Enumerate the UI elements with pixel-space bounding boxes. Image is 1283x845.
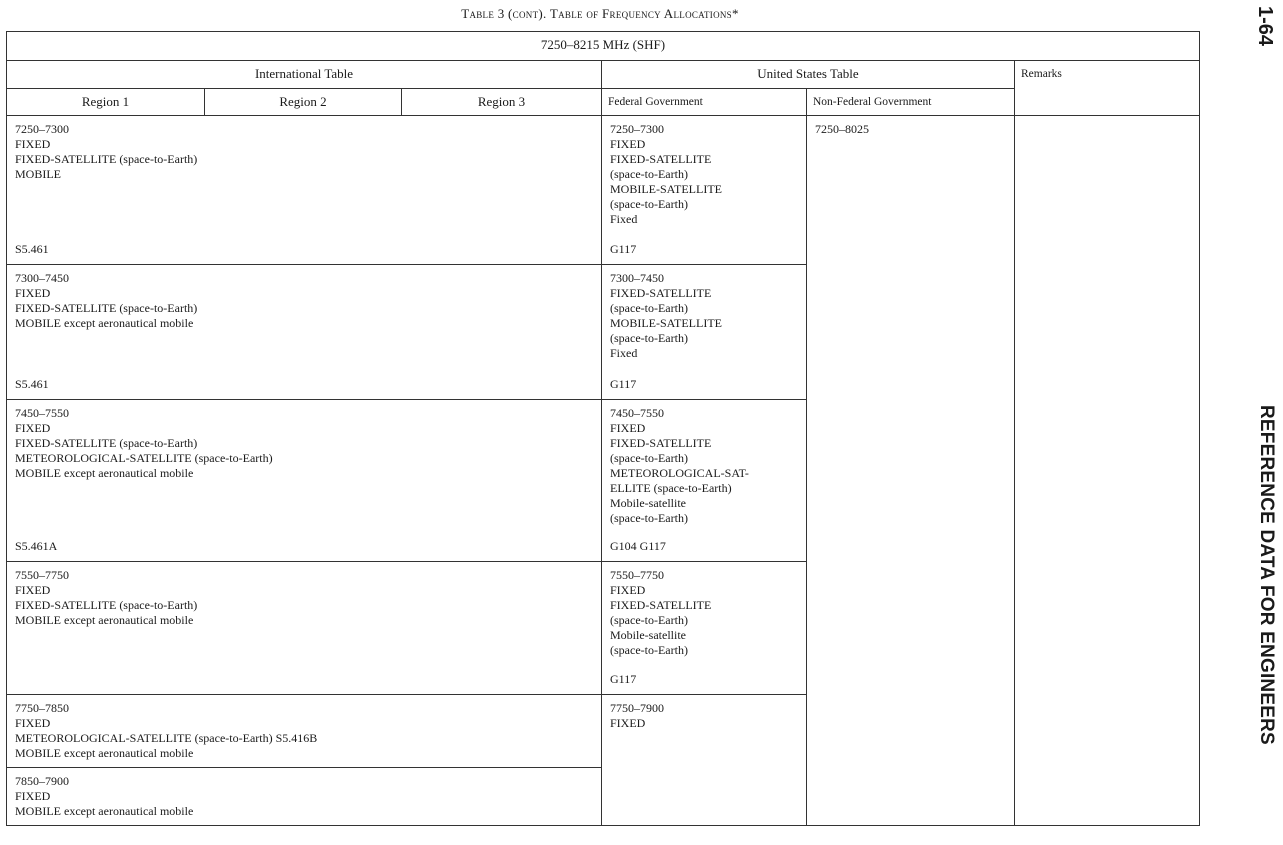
footnote: G117: [610, 377, 637, 391]
line: (space-to-Earth): [610, 451, 688, 465]
line: MOBILE except aeronautical mobile: [15, 804, 194, 818]
line: FIXED: [15, 583, 51, 597]
section-title: [1248, 405, 1278, 845]
table-caption: Table 3 (cont). Table of Frequency Allocations*: [461, 6, 739, 21]
line: FIXED: [610, 716, 646, 730]
line: FIXED: [15, 789, 51, 803]
remarks-column: [1015, 116, 1199, 825]
footnote: S5.461: [15, 377, 49, 391]
line: FIXED-SATELLITE: [610, 152, 712, 166]
line: Mobile-satellite: [610, 628, 686, 642]
line: FIXED: [610, 137, 646, 151]
line: FIXED-SATELLITE: [610, 598, 712, 612]
line: MOBILE except aeronautical mobile: [15, 613, 194, 627]
line: FIXED: [15, 286, 51, 300]
intl-row-7850-7900: [7, 768, 602, 825]
line: 7550–7750: [15, 568, 69, 582]
international-table-header: International Table: [7, 61, 602, 89]
line: (space-to-Earth): [610, 197, 688, 211]
federal-header: Federal Government: [602, 89, 807, 116]
region1-header: Region 1: [7, 89, 205, 116]
federal-row-7750-7900: [602, 695, 807, 825]
federal-row-7250-7300: [602, 116, 807, 265]
federal-row-7450-7550: [602, 400, 807, 562]
page-number-text: 1-64: [1254, 6, 1276, 47]
region3-header: Region 3: [402, 89, 602, 116]
line: METEOROLOGICAL-SATELLITE (space-to-Earth) S5.416B: [15, 731, 318, 745]
footnote: S5.461A: [15, 539, 58, 553]
line: MOBILE except aeronautical mobile: [15, 466, 194, 480]
region2-header: Region 2: [205, 89, 402, 116]
line: 7250–7300: [15, 122, 69, 136]
line: FIXED-SATELLITE: [610, 286, 712, 300]
footnote: G104 G117: [610, 539, 666, 553]
line: 7250–7300: [610, 122, 664, 136]
line: FIXED-SATELLITE (space-to-Earth): [15, 598, 198, 612]
line: MOBILE-SATELLITE: [610, 182, 722, 196]
line: (space-to-Earth): [610, 331, 688, 345]
line: 7550–7750: [610, 568, 664, 582]
footnote: G117: [610, 672, 637, 686]
federal-row-7300-7450: [602, 265, 807, 400]
line: Fixed: [610, 346, 638, 360]
line: ELLITE (space-to-Earth): [610, 481, 732, 495]
line: Mobile-satellite: [610, 496, 686, 510]
intl-row-7550-7750: [7, 562, 602, 695]
page-number: [1248, 6, 1278, 66]
line: METEOROLOGICAL-SATELLITE (space-to-Earth): [15, 451, 273, 465]
band-title: 7250–8215 MHz (SHF): [7, 32, 1199, 61]
line: (space-to-Earth): [610, 167, 688, 181]
section-title-text: REFERENCE DATA FOR ENGINEERS: [1256, 405, 1277, 745]
footnote: S5.461: [15, 242, 49, 256]
intl-row-7750-7850: [7, 695, 602, 768]
line: (space-to-Earth): [610, 613, 688, 627]
intl-row-7250-7300: [7, 116, 602, 265]
line: FIXED: [15, 716, 51, 730]
line: 7750–7850: [15, 701, 69, 715]
line: 7300–7450: [610, 271, 664, 285]
line: (space-to-Earth): [610, 511, 688, 525]
line: FIXED-SATELLITE (space-to-Earth): [15, 301, 198, 315]
line: 7850–7900: [15, 774, 69, 788]
remarks-header: Remarks: [1015, 61, 1199, 116]
line: 7450–7550: [15, 406, 69, 420]
line: METEOROLOGICAL-SAT-: [610, 466, 749, 480]
line: (space-to-Earth): [610, 301, 688, 315]
line: 7300–7450: [15, 271, 69, 285]
line: FIXED: [15, 421, 51, 435]
line: 7750–7900: [610, 701, 664, 715]
line: FIXED: [610, 421, 646, 435]
line: (space-to-Earth): [610, 643, 688, 657]
frequency-allocation-table: [6, 31, 1200, 826]
line: Fixed: [610, 212, 638, 226]
intl-row-7450-7550: [7, 400, 602, 562]
line: FIXED-SATELLITE: [610, 436, 712, 450]
line: MOBILE: [15, 167, 61, 181]
line: 7250–8025: [815, 122, 869, 136]
us-table-header: United States Table: [602, 61, 1015, 89]
line: 7450–7550: [610, 406, 664, 420]
line: FIXED: [15, 137, 51, 151]
line: MOBILE-SATELLITE: [610, 316, 722, 330]
footnote: G117: [610, 242, 637, 256]
nonfederal-header: Non-Federal Government: [807, 89, 1015, 116]
line: FIXED-SATELLITE (space-to-Earth): [15, 436, 198, 450]
line: FIXED-SATELLITE (space-to-Earth): [15, 152, 198, 166]
federal-row-7550-7750: [602, 562, 807, 695]
nonfederal-column: [807, 116, 1015, 825]
intl-row-7300-7450: [7, 265, 602, 400]
line: FIXED: [610, 583, 646, 597]
line: MOBILE except aeronautical mobile: [15, 746, 194, 760]
line: MOBILE except aeronautical mobile: [15, 316, 194, 330]
